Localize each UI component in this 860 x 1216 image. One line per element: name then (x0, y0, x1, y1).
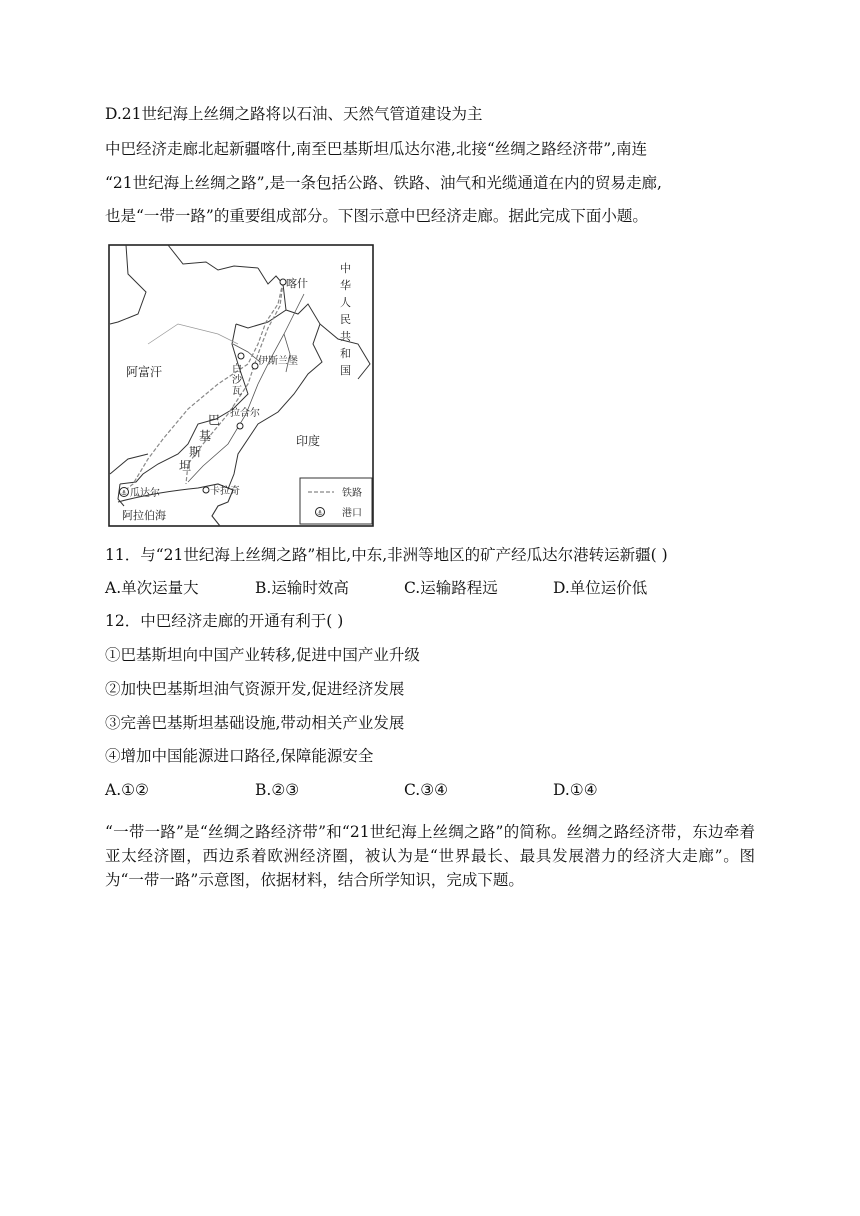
map-label-china-7: 国 (340, 364, 351, 377)
map-label-kashgar: 喀什 (286, 277, 308, 290)
map-label-afghanistan: 阿富汗 (126, 365, 163, 379)
map-label-china-5: 共 (340, 330, 351, 343)
q11-option-c: C.运输路程远 (404, 579, 498, 597)
map-label-china-2: 华 (340, 279, 351, 292)
cpec-map (108, 244, 374, 527)
q11-option-a: A.单次运量大 (105, 579, 199, 597)
map-label-peshawar-2: 沙 (232, 375, 242, 386)
intro-line-3: 也是“一带一路”的重要组成部分。下图示意中巴经济走廊。据此完成下面小题。 (105, 207, 648, 225)
q12-option-d: D.①④ (553, 781, 598, 799)
map-label-china-3: 人 (340, 296, 351, 309)
svg-text:⚓: ⚓ (120, 489, 128, 497)
map-label-china-4: 民 (340, 313, 351, 326)
map-label-pakistan-1: 巴 (208, 413, 221, 427)
previous-option-d: D.21世纪海上丝绸之路将以石油、天然气管道建设为主 (105, 105, 483, 123)
q12-item-1: ①巴基斯坦向中国产业转移,促进中国产业升级 (105, 646, 420, 664)
q12-item-2: ②加快巴基斯坦油气资源开发,促进经济发展 (105, 680, 405, 698)
legend-railway-label: 铁路 (342, 488, 362, 499)
q11-option-d: D.单位运价低 (553, 579, 648, 597)
map-label-peshawar-1: 白 (232, 364, 242, 375)
q12-item-4: ④增加中国能源进口路径,保障能源安全 (105, 747, 374, 765)
q12-item-3: ③完善巴基斯坦基础设施,带动相关产业发展 (105, 714, 405, 732)
map-label-peshawar-3: 瓦 (232, 386, 242, 397)
map-label-karachi: 卡拉奇 (210, 486, 240, 497)
svg-text:⚓: ⚓ (316, 509, 324, 517)
q11-stem: 11．与“21世纪海上丝绸之路”相比,中东,非洲等地区的矿产经瓜达尔港转运新疆( ) (105, 546, 668, 564)
map-label-islamabad: 伊斯兰堡 (258, 356, 298, 367)
map-label-china-6: 和 (340, 347, 351, 360)
q12-option-b: B.②③ (255, 781, 300, 799)
q11-option-b: B.运输时效高 (255, 579, 349, 597)
map-label-china-1: 中 (340, 262, 351, 275)
q12-option-a: A.①② (105, 781, 149, 799)
map-label-pakistan-2: 基 (199, 429, 212, 443)
map-label-lahore: 拉合尔 (230, 408, 260, 419)
map-label-pakistan-4: 坦 (179, 459, 192, 473)
map-label-india: 印度 (296, 434, 321, 448)
map-label-pakistan-3: 斯 (189, 445, 202, 459)
map-label-arabian-sea: 阿拉伯海 (122, 509, 166, 522)
map-label-gwadar: 瓜达尔 (130, 488, 160, 499)
q12-option-c: C.③④ (404, 781, 449, 799)
intro-paragraph-2: “一带一路”是“丝绸之路经济带”和“21世纪海上丝绸之路”的简称。丝绸之路经济带，东边牵着亚太经济圈，西边系着欧洲经济圈，被认为是“世界最长、最具发展潜力的经济大走廊”。图为“一带一路”示意图，依据材料，结合所学知识，完成下题。 (105, 823, 755, 889)
legend-port-label: 港口 (342, 508, 362, 519)
intro-line-1: 中巴经济走廊北起新疆喀什,南至巴基斯坦瓜达尔港,北接“丝绸之路经济带”,南连 (105, 140, 648, 158)
q12-stem: 12．中巴经济走廊的开通有利于( ) (105, 612, 344, 630)
intro-line-2: “21世纪海上丝绸之路”,是一条包括公路、铁路、油气和光缆通道在内的贸易走廊, (105, 174, 662, 192)
